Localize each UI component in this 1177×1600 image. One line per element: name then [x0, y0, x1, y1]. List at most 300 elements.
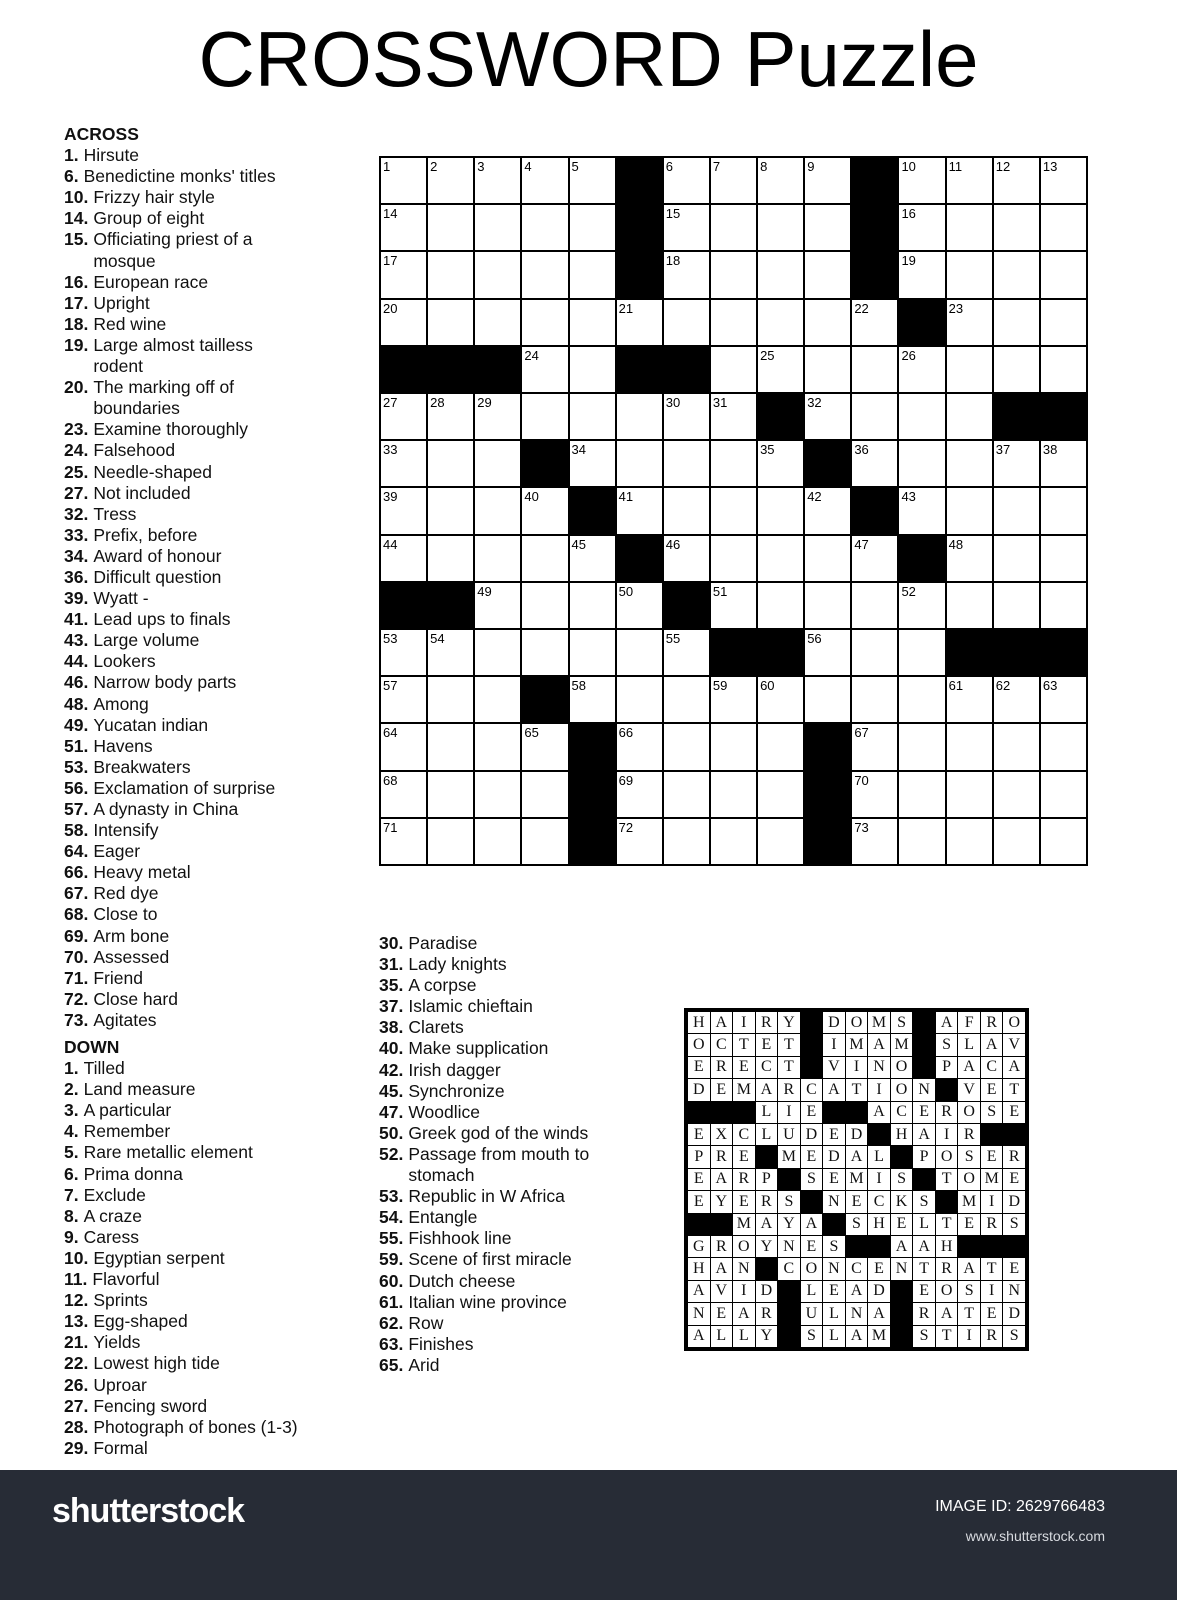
clue-item — [64, 546, 299, 567]
grid-cell[interactable] — [664, 252, 709, 297]
grid-cell[interactable] — [805, 583, 850, 628]
solution-letter: C — [981, 1057, 1003, 1078]
solution-letter: N — [1003, 1281, 1025, 1302]
grid-cell[interactable] — [522, 252, 567, 297]
grid-cell[interactable] — [381, 677, 426, 722]
grid-cell[interactable] — [1041, 583, 1086, 628]
clue-number: 73. — [64, 1009, 89, 1030]
cell-number: 58 — [571, 678, 586, 694]
clue-text: Lookers — [93, 651, 156, 672]
grid-cell[interactable] — [899, 394, 944, 439]
solution-letter: M — [981, 1169, 1003, 1190]
grid-block — [852, 488, 897, 533]
grid-block — [381, 583, 426, 628]
grid-cell[interactable] — [617, 300, 662, 345]
clue-number: 37. — [379, 996, 404, 1017]
grid-cell[interactable] — [617, 583, 662, 628]
grid-cell[interactable] — [475, 583, 520, 628]
solution-letter: C — [846, 1258, 868, 1279]
clue-item — [379, 1207, 599, 1228]
grid-cell[interactable] — [428, 300, 473, 345]
grid-cell[interactable] — [805, 205, 850, 250]
grid-cell[interactable] — [711, 819, 756, 864]
grid-cell[interactable] — [947, 819, 992, 864]
clue-number: 61. — [379, 1291, 404, 1312]
grid-cell[interactable] — [994, 252, 1039, 297]
down-header: DOWN — [64, 1037, 120, 1057]
grid-cell[interactable] — [570, 300, 615, 345]
grid-cell[interactable] — [475, 488, 520, 533]
grid-cell[interactable] — [758, 772, 803, 817]
grid-cell[interactable] — [994, 488, 1039, 533]
grid-block — [852, 205, 897, 250]
clue-text: Row — [408, 1312, 444, 1333]
clue-number: 52. — [379, 1143, 404, 1164]
grid-cell[interactable] — [711, 677, 756, 722]
clue-number: 45. — [379, 1080, 404, 1101]
grid-cell[interactable] — [994, 536, 1039, 581]
grid-cell[interactable] — [570, 347, 615, 392]
grid-cell[interactable] — [522, 347, 567, 392]
clue-number: 32. — [64, 503, 89, 524]
grid-cell[interactable] — [475, 252, 520, 297]
grid-cell[interactable] — [711, 205, 756, 250]
solution-letter: R — [733, 1169, 755, 1190]
grid-cell[interactable] — [522, 300, 567, 345]
grid-cell[interactable] — [994, 819, 1039, 864]
grid-cell[interactable] — [1041, 536, 1086, 581]
solution-block — [801, 1012, 823, 1033]
grid-cell[interactable] — [522, 536, 567, 581]
grid-cell[interactable] — [428, 819, 473, 864]
page-title: CROSSWORD Puzzle — [198, 15, 979, 103]
grid-cell[interactable] — [758, 488, 803, 533]
grid-cell[interactable] — [617, 724, 662, 769]
grid-cell[interactable] — [947, 677, 992, 722]
solution-letter: T — [733, 1034, 755, 1055]
grid-cell[interactable] — [522, 158, 567, 203]
clue-text: Photograph of bones (1-3) — [93, 1416, 298, 1437]
grid-cell[interactable] — [852, 536, 897, 581]
cell-number: 17 — [383, 253, 398, 269]
solution-letter: F — [958, 1012, 980, 1033]
grid-cell[interactable] — [947, 158, 992, 203]
clue-text: Large volume — [93, 630, 200, 651]
grid-cell[interactable] — [899, 630, 944, 675]
cell-number: 57 — [383, 678, 398, 694]
grid-cell[interactable] — [899, 772, 944, 817]
clue-item — [64, 1185, 334, 1206]
grid-cell[interactable] — [475, 300, 520, 345]
solution-letter: R — [711, 1057, 733, 1078]
solution-letter: A — [868, 1034, 890, 1055]
grid-cell[interactable] — [664, 677, 709, 722]
grid-cell[interactable] — [899, 441, 944, 486]
grid-cell[interactable] — [381, 394, 426, 439]
clue-item — [379, 1060, 599, 1081]
grid-cell[interactable] — [852, 772, 897, 817]
grid-cell[interactable] — [381, 724, 426, 769]
grid-cell[interactable] — [852, 724, 897, 769]
grid-cell[interactable] — [428, 252, 473, 297]
grid-cell[interactable] — [947, 772, 992, 817]
grid-cell[interactable] — [664, 724, 709, 769]
grid-cell[interactable] — [428, 772, 473, 817]
clue-number: 41. — [64, 609, 89, 630]
grid-cell[interactable] — [475, 536, 520, 581]
grid-cell[interactable] — [899, 252, 944, 297]
grid-cell[interactable] — [805, 630, 850, 675]
solution-letter: T — [1003, 1079, 1025, 1100]
grid-cell[interactable] — [711, 252, 756, 297]
grid-block — [711, 630, 756, 675]
grid-cell[interactable] — [711, 488, 756, 533]
grid-cell[interactable] — [1041, 677, 1086, 722]
clue-number: 54. — [379, 1207, 404, 1228]
clue-number: 34. — [64, 545, 89, 566]
solution-letter: T — [913, 1258, 935, 1279]
grid-cell[interactable] — [428, 630, 473, 675]
grid-cell[interactable] — [617, 819, 662, 864]
clue-text: Greek god of the winds — [408, 1122, 589, 1143]
grid-cell[interactable] — [617, 630, 662, 675]
clue-text: Difficult question — [93, 566, 222, 587]
solution-letter: R — [756, 1191, 778, 1212]
grid-cell[interactable] — [522, 819, 567, 864]
solution-letter: S — [958, 1146, 980, 1167]
grid-cell[interactable] — [758, 252, 803, 297]
clue-number: 23. — [64, 419, 89, 440]
grid-cell[interactable] — [947, 536, 992, 581]
grid-block — [805, 772, 850, 817]
grid-cell[interactable] — [758, 677, 803, 722]
solution-grid — [684, 1008, 1029, 1351]
grid-cell[interactable] — [475, 441, 520, 486]
clue-text: Republic in W Africa — [408, 1186, 565, 1207]
grid-cell[interactable] — [475, 630, 520, 675]
grid-cell[interactable] — [947, 300, 992, 345]
solution-letter: R — [936, 1102, 958, 1123]
grid-cell[interactable] — [522, 394, 567, 439]
grid-cell[interactable] — [758, 158, 803, 203]
grid-cell[interactable] — [1041, 819, 1086, 864]
solution-letter: R — [981, 1012, 1003, 1033]
grid-cell[interactable] — [428, 724, 473, 769]
grid-cell[interactable] — [617, 488, 662, 533]
grid-cell[interactable] — [664, 630, 709, 675]
grid-cell[interactable] — [947, 252, 992, 297]
grid-cell[interactable] — [475, 394, 520, 439]
grid-cell[interactable] — [711, 536, 756, 581]
clue-item — [64, 609, 299, 630]
grid-cell[interactable] — [852, 677, 897, 722]
clue-number: 22. — [64, 1353, 89, 1374]
solution-letter: Y — [756, 1326, 778, 1347]
grid-cell[interactable] — [522, 772, 567, 817]
grid-cell[interactable] — [664, 205, 709, 250]
grid-cell[interactable] — [1041, 300, 1086, 345]
grid-cell[interactable] — [664, 819, 709, 864]
grid-cell[interactable] — [570, 205, 615, 250]
grid-cell[interactable] — [711, 724, 756, 769]
solution-letter: A — [801, 1214, 823, 1235]
grid-cell[interactable] — [475, 158, 520, 203]
grid-cell[interactable] — [381, 252, 426, 297]
clue-item — [64, 419, 299, 440]
clue-number: 20. — [64, 377, 89, 398]
clue-number: 62. — [379, 1312, 404, 1333]
grid-cell[interactable] — [994, 158, 1039, 203]
grid-block — [428, 347, 473, 392]
grid-cell[interactable] — [805, 488, 850, 533]
solution-letter: M — [868, 1326, 890, 1347]
cell-number: 29 — [477, 395, 492, 410]
grid-cell[interactable] — [805, 252, 850, 297]
grid-cell[interactable] — [852, 819, 897, 864]
clue-item — [64, 968, 299, 989]
grid-cell[interactable] — [617, 772, 662, 817]
solution-letter: E — [846, 1191, 868, 1212]
grid-cell[interactable] — [664, 300, 709, 345]
clue-number: 6. — [64, 1163, 79, 1184]
grid-cell[interactable] — [899, 158, 944, 203]
solution-block — [913, 1169, 935, 1190]
grid-cell[interactable] — [947, 205, 992, 250]
solution-letter: M — [868, 1012, 890, 1033]
grid-cell[interactable] — [428, 441, 473, 486]
grid-cell[interactable] — [758, 583, 803, 628]
grid-cell[interactable] — [475, 819, 520, 864]
grid-cell[interactable] — [1041, 724, 1086, 769]
grid-cell[interactable] — [570, 394, 615, 439]
clue-item — [64, 1121, 334, 1142]
grid-cell[interactable] — [381, 300, 426, 345]
grid-cell[interactable] — [805, 677, 850, 722]
grid-cell[interactable] — [758, 205, 803, 250]
solution-letter: E — [981, 1146, 1003, 1167]
solution-letter: H — [688, 1012, 710, 1033]
grid-cell[interactable] — [899, 583, 944, 628]
grid-cell[interactable] — [899, 347, 944, 392]
solution-letter: M — [891, 1034, 913, 1055]
grid-cell[interactable] — [1041, 158, 1086, 203]
clue-number: 39. — [64, 588, 89, 609]
grid-cell[interactable] — [475, 205, 520, 250]
grid-cell[interactable] — [475, 772, 520, 817]
clue-text: Islamic chieftain — [408, 996, 533, 1017]
grid-cell[interactable] — [1041, 252, 1086, 297]
solution-letter: I — [778, 1102, 800, 1123]
grid-cell[interactable] — [475, 724, 520, 769]
clue-item — [64, 1332, 334, 1353]
clue-item — [64, 1227, 334, 1248]
clue-item — [64, 166, 299, 187]
cell-number: 14 — [383, 206, 398, 222]
clue-item — [379, 1123, 599, 1144]
grid-cell[interactable] — [428, 205, 473, 250]
grid-cell[interactable] — [852, 300, 897, 345]
grid-cell[interactable] — [805, 158, 850, 203]
grid-cell[interactable] — [758, 300, 803, 345]
grid-cell[interactable] — [852, 583, 897, 628]
grid-cell[interactable] — [522, 724, 567, 769]
clue-number: 13. — [64, 1311, 89, 1332]
grid-cell[interactable] — [664, 772, 709, 817]
grid-cell[interactable] — [522, 488, 567, 533]
grid-cell[interactable] — [570, 441, 615, 486]
grid-cell[interactable] — [617, 677, 662, 722]
cell-number: 46 — [665, 536, 681, 552]
grid-cell[interactable] — [947, 724, 992, 769]
solution-block — [1003, 1124, 1025, 1145]
grid-cell[interactable] — [381, 819, 426, 864]
down-clue-list — [64, 1037, 334, 1459]
solution-letter: A — [891, 1236, 913, 1257]
cell-number: 44 — [383, 536, 398, 552]
grid-cell[interactable] — [1041, 205, 1086, 250]
grid-cell[interactable] — [947, 347, 992, 392]
grid-cell[interactable] — [947, 583, 992, 628]
grid-cell[interactable] — [852, 394, 897, 439]
clue-text: Yucatan indian — [93, 714, 209, 735]
grid-block — [570, 488, 615, 533]
grid-cell[interactable] — [1041, 488, 1086, 533]
grid-cell[interactable] — [994, 347, 1039, 392]
grid-cell[interactable] — [570, 536, 615, 581]
solution-letter: L — [823, 1326, 845, 1347]
grid-cell[interactable] — [428, 158, 473, 203]
grid-cell[interactable] — [994, 205, 1039, 250]
grid-cell[interactable] — [617, 441, 662, 486]
clue-text: Lady knights — [408, 954, 507, 975]
clue-number: 25. — [64, 461, 89, 482]
grid-cell[interactable] — [805, 347, 850, 392]
grid-block — [805, 819, 850, 864]
clue-number: 24. — [64, 440, 89, 461]
grid-cell[interactable] — [381, 441, 426, 486]
clue-number: 71. — [64, 967, 89, 988]
grid-cell[interactable] — [994, 772, 1039, 817]
grid-cell[interactable] — [899, 677, 944, 722]
grid-cell[interactable] — [994, 677, 1039, 722]
grid-cell[interactable] — [805, 394, 850, 439]
grid-cell[interactable] — [852, 347, 897, 392]
grid-cell[interactable] — [758, 347, 803, 392]
clue-text: Large almost tailless rodent — [93, 334, 253, 377]
clue-number: 9. — [64, 1226, 79, 1247]
grid-cell[interactable] — [664, 441, 709, 486]
grid-cell[interactable] — [852, 630, 897, 675]
solution-letter: C — [733, 1124, 755, 1145]
cell-number: 42 — [807, 489, 822, 505]
clue-number: 63. — [379, 1333, 404, 1354]
grid-cell[interactable] — [381, 630, 426, 675]
grid-cell[interactable] — [1041, 441, 1086, 486]
grid-cell[interactable] — [428, 677, 473, 722]
grid-cell[interactable] — [522, 583, 567, 628]
grid-cell[interactable] — [899, 819, 944, 864]
clue-item — [64, 504, 299, 525]
grid-cell[interactable] — [994, 300, 1039, 345]
cell-number: 62 — [995, 678, 1011, 694]
grid-cell[interactable] — [711, 394, 756, 439]
grid-cell[interactable] — [570, 158, 615, 203]
grid-cell[interactable] — [899, 724, 944, 769]
grid-cell[interactable] — [852, 441, 897, 486]
grid-cell[interactable] — [475, 677, 520, 722]
grid-cell[interactable] — [428, 488, 473, 533]
grid-cell[interactable] — [758, 536, 803, 581]
grid-cell[interactable] — [758, 441, 803, 486]
grid-cell[interactable] — [711, 300, 756, 345]
clue-text: Dutch cheese — [408, 1270, 516, 1291]
grid-cell[interactable] — [947, 441, 992, 486]
clue-item — [64, 1353, 334, 1374]
solution-block — [891, 1326, 913, 1347]
grid-cell[interactable] — [428, 394, 473, 439]
grid-cell[interactable] — [570, 677, 615, 722]
grid-cell[interactable] — [522, 205, 567, 250]
grid-cell[interactable] — [381, 205, 426, 250]
clue-text: Fishhook line — [408, 1228, 512, 1249]
grid-cell[interactable] — [381, 536, 426, 581]
grid-cell[interactable] — [805, 300, 850, 345]
grid-cell[interactable] — [947, 394, 992, 439]
grid-cell[interactable] — [711, 158, 756, 203]
grid-cell[interactable] — [428, 536, 473, 581]
clue-item — [64, 1396, 334, 1417]
grid-cell[interactable] — [1041, 347, 1086, 392]
grid-cell[interactable] — [381, 772, 426, 817]
grid-cell[interactable] — [711, 347, 756, 392]
grid-cell[interactable] — [711, 441, 756, 486]
solution-letter: A — [711, 1012, 733, 1033]
grid-block — [664, 583, 709, 628]
grid-cell[interactable] — [994, 441, 1039, 486]
grid-cell[interactable] — [617, 394, 662, 439]
grid-cell[interactable] — [664, 394, 709, 439]
solution-letter: R — [981, 1326, 1003, 1347]
grid-cell[interactable] — [758, 819, 803, 864]
solution-letter: S — [891, 1169, 913, 1190]
grid-cell[interactable] — [1041, 772, 1086, 817]
solution-letter: C — [868, 1191, 890, 1212]
grid-cell[interactable] — [758, 724, 803, 769]
solution-letter: S — [913, 1326, 935, 1347]
grid-cell[interactable] — [664, 488, 709, 533]
grid-cell[interactable] — [381, 488, 426, 533]
grid-cell[interactable] — [711, 772, 756, 817]
grid-cell[interactable] — [994, 724, 1039, 769]
grid-cell[interactable] — [947, 488, 992, 533]
solution-letter: D — [1003, 1303, 1025, 1324]
grid-cell[interactable] — [570, 583, 615, 628]
grid-cell[interactable] — [522, 630, 567, 675]
solution-letter: D — [823, 1012, 845, 1033]
grid-cell[interactable] — [711, 583, 756, 628]
grid-cell[interactable] — [570, 630, 615, 675]
grid-cell[interactable] — [381, 158, 426, 203]
grid-cell[interactable] — [664, 158, 709, 203]
grid-cell[interactable] — [570, 252, 615, 297]
grid-cell[interactable] — [805, 536, 850, 581]
clue-item — [64, 672, 299, 693]
solution-letter: S — [981, 1102, 1003, 1123]
grid-cell[interactable] — [664, 536, 709, 581]
grid-cell[interactable] — [899, 488, 944, 533]
grid-cell[interactable] — [899, 205, 944, 250]
grid-cell[interactable] — [994, 583, 1039, 628]
